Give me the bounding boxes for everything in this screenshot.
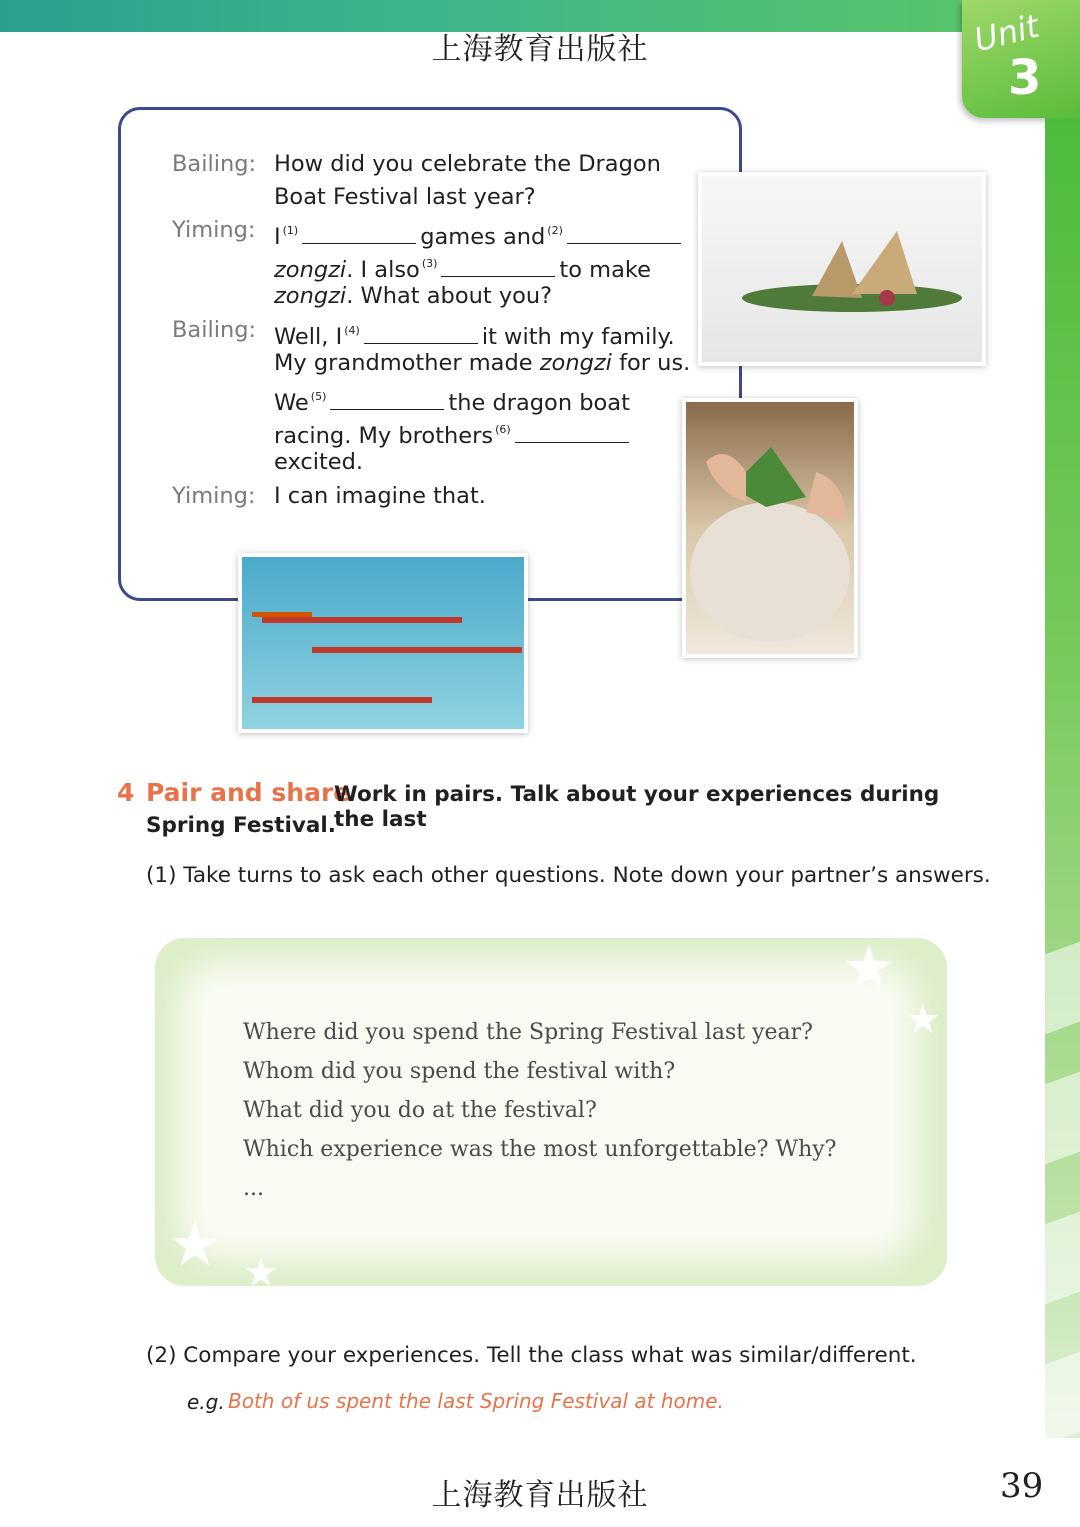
dialogue-line [274, 280, 552, 313]
publisher-watermark-top: 上海教育出版社 [431, 32, 649, 67]
dialogue-line: How did you celebrate the Dragon [274, 151, 661, 177]
unit-tab [962, 0, 1080, 118]
hands-zongzi-illustration [686, 402, 854, 654]
line-text: Well, I [274, 324, 343, 350]
step-2-text: (2) Compare your experiences. Tell the class what was similar/different. [146, 1343, 917, 1368]
blank-number: (1) [282, 224, 299, 237]
line-text: . I also [346, 257, 420, 283]
line-text: My grandmother made [274, 350, 533, 376]
speaker-label: Bailing: [172, 151, 257, 177]
publisher-watermark-bottom: 上海教育出版社 [431, 1478, 649, 1513]
dragon-boat-photo [238, 553, 528, 733]
question-item: Which experience was the most unforgettable? Why? [243, 1137, 837, 1162]
dragon-boats-illustration [242, 557, 524, 729]
line-text: zongzi [274, 283, 347, 309]
line-text: . What about you? [346, 283, 553, 309]
strip-notch [1045, 1352, 1080, 1445]
blank-5[interactable] [330, 387, 444, 410]
zongzi-photo [698, 172, 986, 366]
star-decoration: ★ [243, 1250, 279, 1296]
speaker-label: Bailing: [172, 317, 257, 343]
dialogue-line [274, 347, 690, 380]
making-zongzi-photo [682, 398, 858, 658]
blank-number: (3) [421, 257, 438, 270]
line-text: I [274, 224, 281, 250]
line-text: games and [420, 224, 546, 250]
strip-notch [1045, 942, 1080, 1035]
line-text: it with my family. [481, 324, 675, 350]
line-text: for us. [619, 350, 691, 376]
blank-2[interactable] [567, 221, 681, 244]
line-text: racing. My brothers [274, 423, 494, 449]
star-decoration: ★ [905, 997, 941, 1043]
dialogue-line: Boat Festival last year? [274, 184, 536, 210]
blank-number: (5) [310, 390, 327, 403]
zongzi-illustration [702, 176, 982, 362]
line-text: zongzi [274, 257, 347, 283]
example-text: Both of us spent the last Spring Festival at home. [228, 1389, 724, 1413]
question-item: Where did you spend the Spring Festival last year? [243, 1020, 813, 1045]
line-text: the dragon boat [448, 390, 630, 416]
step-1-text: (1) Take turns to ask each other questions. Note down your partner’s answers. [146, 863, 991, 888]
dialogue-line: I can imagine that. [274, 483, 486, 509]
speaker-label: Yiming: [172, 217, 256, 243]
blank-number: (6) [495, 423, 511, 436]
page-number: 39 [1000, 1466, 1044, 1506]
section-title: Pair and share [146, 778, 351, 807]
question-item: Whom did you spend the festival with? [243, 1059, 676, 1084]
side-color-strip [1045, 118, 1080, 1438]
question-item: ... [243, 1176, 264, 1201]
blank-6[interactable] [515, 420, 629, 443]
blank-4[interactable] [364, 321, 478, 344]
unit-number: 3 [1008, 50, 1042, 106]
section-number: 4 [117, 778, 135, 807]
section-instruction-cont: Spring Festival. [146, 813, 336, 838]
example-label: e.g. [187, 1390, 225, 1414]
speaker-label: Yiming: [172, 483, 256, 509]
star-decoration: ★ [168, 1210, 222, 1280]
blank-number: (4) [344, 324, 360, 337]
blank-number: (2) [547, 224, 563, 237]
line-text: to make [559, 257, 651, 283]
star-decoration: ★ [842, 933, 896, 1003]
unit-label: Unit [970, 6, 1043, 60]
section-instruction: Work in pairs. Talk about your experiences during the last [334, 782, 940, 832]
line-text: We [274, 390, 309, 416]
strip-notch [1045, 1212, 1080, 1305]
blank-1[interactable] [302, 221, 416, 244]
question-item: What did you do at the festival? [243, 1098, 597, 1123]
dialogue-line: excited. [274, 449, 364, 475]
blank-3[interactable] [441, 254, 555, 277]
strip-notch [1045, 1072, 1080, 1165]
line-text: zongzi [539, 350, 612, 376]
